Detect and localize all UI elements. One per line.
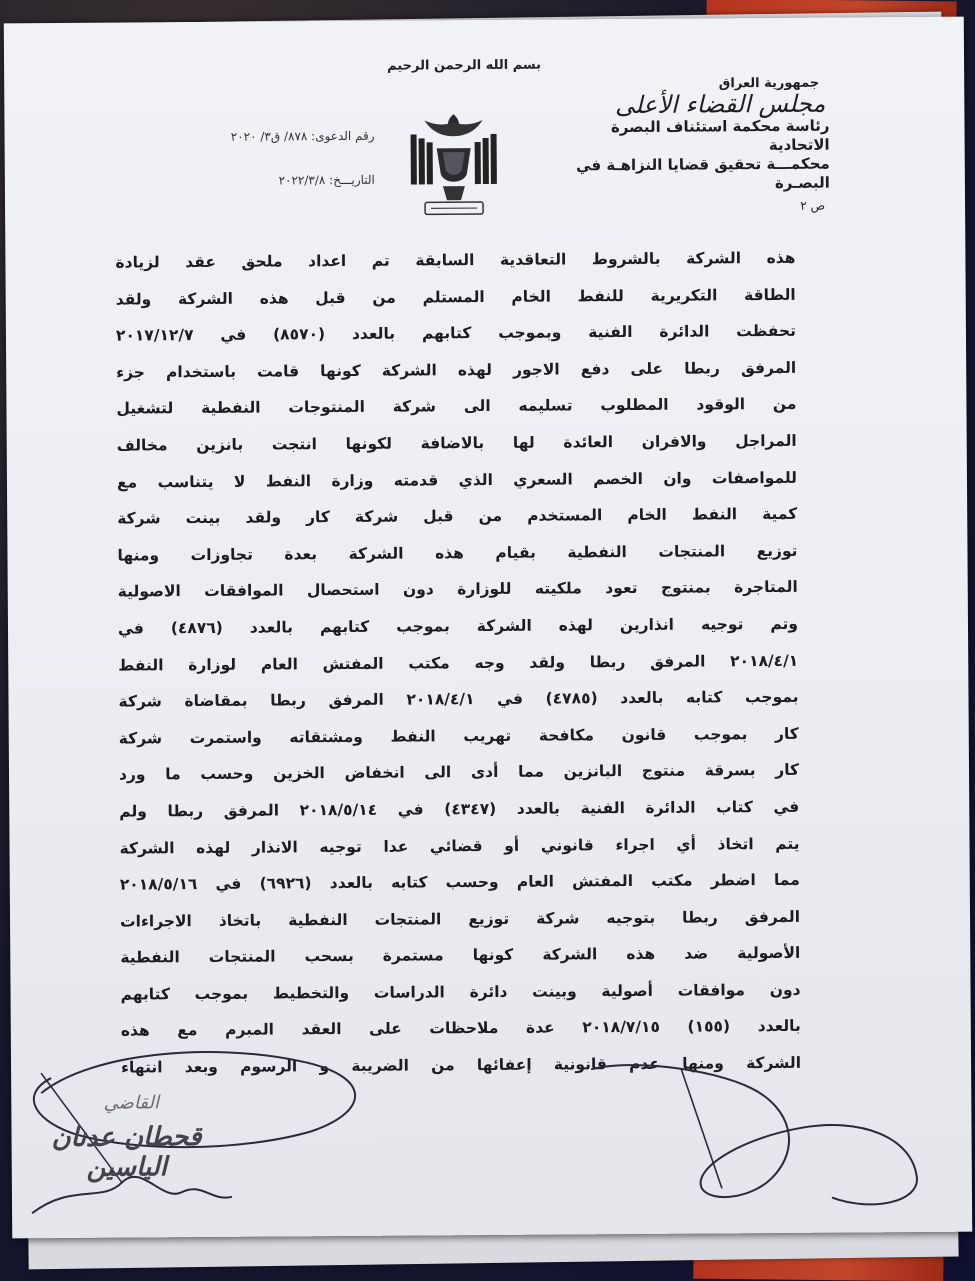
body-line: للمواصفات وان الخصم السعري الذي قدمته وزارة النفط لا يتناسب مع [117, 459, 797, 500]
body-line: وتم توجيه انذارين لهذه الشركة بموجب كتابهم بالعدد (٤٨٧٦) في [118, 606, 798, 647]
body-line: في كتاب الدائرة الفنية بالعدد (٤٣٤٧) في ٢٠١٨/٥/١٤ المرفق ربطا ولم [119, 789, 799, 830]
body-line: الأصولية ضد هذه الشركة كونها مستمرة بسحب المنتجات النفطية [120, 935, 800, 976]
document-date: التاريـــخ: ٢٠٢٢/٣/٨ [145, 173, 375, 189]
body-line: المرفق ربطا على دفع الاجور لهذه الشركة كونها قامت باستخدام جزء [116, 350, 796, 391]
body-line: هذه الشركة بالشروط التعاقدية السابقة تم اعداد ملحق عقد لزيادة [115, 240, 795, 281]
body-line: كمية النفط الخام المستخدم من قبل شركة كار ولقد بينت شركة [117, 496, 797, 537]
basmala: بسم الله الرحمن الرحيم [364, 57, 564, 73]
body-line: دون موافقات أصولية وبينت دائرة الدراسات والتخطيط بموجب كتابهم [120, 972, 800, 1013]
council-name: مجلس القضاء الأعلى [549, 91, 825, 119]
body-line: الطاقة التكريرية للنفط الخام المستلم من قبل هذه الشركة ولقد [116, 276, 796, 317]
body-line: مما اضطر مكتب المفتش العام وحسب كتابه بالعدد (٦٩٢٦) في ٢٠١٨/٥/١٦ [120, 862, 800, 903]
case-info [145, 129, 376, 219]
body-line: كار بسرقة منتوج البانزين مما أدى الى انخفاض الخزين وحسب ما ورد [119, 752, 799, 793]
court-name: محكمـــة تحقيق قضايا النزاهـة في البصـرة [550, 155, 830, 195]
body-line: بموجب كتابه بالعدد (٤٧٨٥) في ٢٠١٨/٤/١ المرفق ربطا بمقاضاة شركة [118, 679, 798, 720]
body-line: من الوقود المطلوب تسليمه الى شركة المنتوجات النفطية لتشغيل [116, 386, 796, 427]
page-number: ص ٢ [550, 199, 825, 215]
judge-title: القاضي [71, 1092, 191, 1114]
body-line: بالعدد (١٥٥) ٢٠١٨/٧/١٥ عدة ملاحظات على العقد المبرم مع هذه [121, 1008, 801, 1049]
document-page [4, 17, 972, 1239]
issuer-block [549, 76, 830, 215]
body-line: تحفظت الدائرة الفنية وبموجب كتابهم بالعدد (٨٥٧٠) في ٢٠١٧/١٢/٧ [116, 313, 796, 354]
body-line: المتاجرة بمنتوج تعود ملكيته للوزارة دون استحصال الموافقات الاصولية [118, 569, 798, 610]
body-text [115, 240, 801, 1086]
body-line: ٢٠١٨/٤/١ المرفق ربطا ولقد وجه مكتب المفتش العام لوزارة النفط [118, 642, 798, 683]
second-signature [571, 1027, 952, 1230]
country-name: جمهورية العراق [549, 76, 819, 93]
body-line: المراجل والافران العائدة لها بالاضافة لكونها انتجت بانزين مخالف [117, 423, 797, 464]
body-line: يتم اتخاذ أي اجراء قانوني أو قضائي عدا توجيه الانذار لهذه الشركة [119, 825, 799, 866]
presidency-name: رئاسة محكمة استئناف البصرة الاتحادية [549, 117, 829, 157]
body-line: المرفق ربطا بتوجيه شركة توزيع المنتجات النفطية باتخاذ الاجراءات [120, 899, 800, 940]
case-number: رقم الدعوى: ٨٧٨/ ق٣/ ٢٠٢٠ [145, 129, 375, 145]
body-line: توزيع المنتجات النفطية بقيام هذه الشركة بعدة تجاوزات ومنها [117, 533, 797, 574]
iraq-emblem-icon [402, 108, 505, 221]
judge-name: قحطان عدنان الياسين [11, 1122, 241, 1184]
body-line: الشركة ومنها عدم قانونية إعفائها من الضريبة و الرسوم وبعد انتهاء [121, 1045, 801, 1086]
body-line: كار بموجب قانون مكافحة تهريب النفط ومشتقاته واستمرت شركة [119, 716, 799, 757]
